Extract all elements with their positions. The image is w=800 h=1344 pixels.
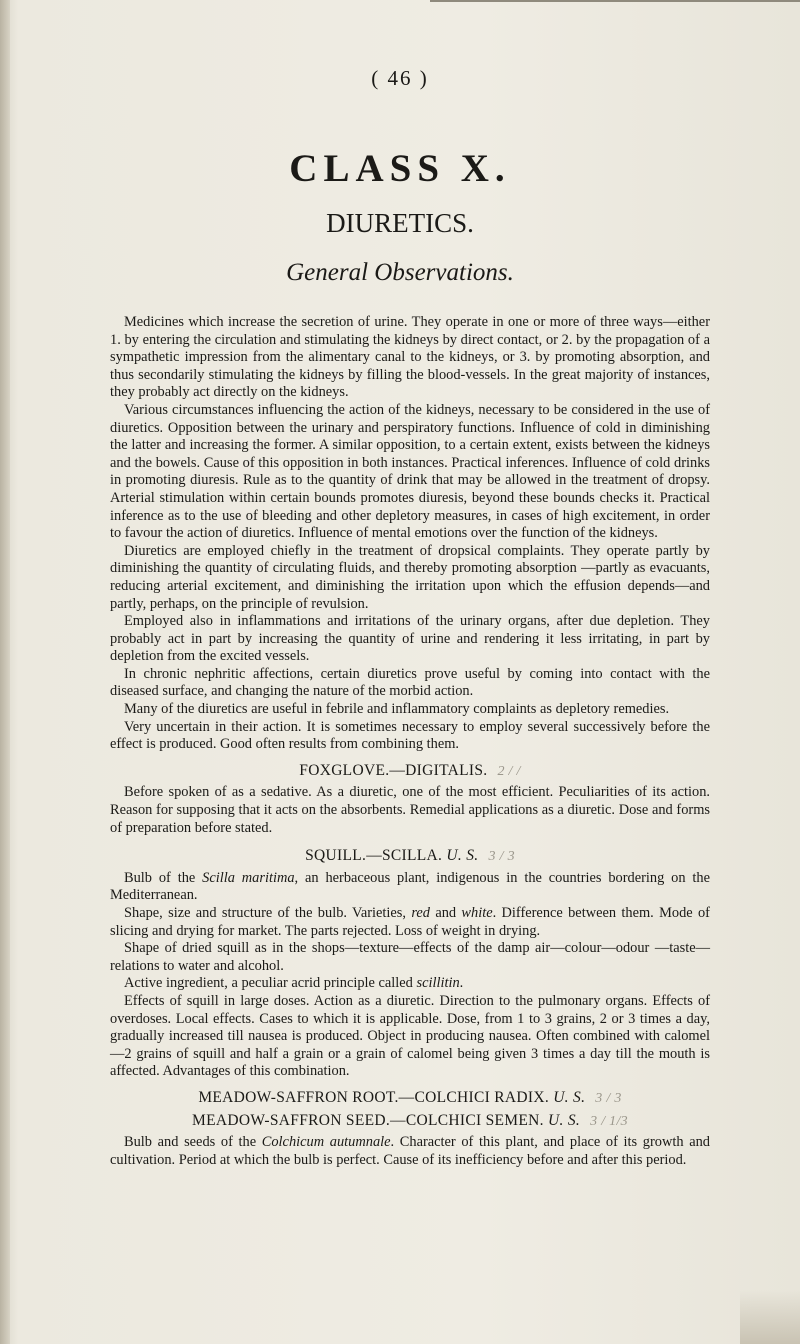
squill-active (110, 975, 710, 993)
body-text (110, 314, 710, 1169)
squill-variety-red: red (411, 905, 430, 921)
squill-effects: Effects of squill in large doses. Action as a diuretic. Direction to the pulmonary organs. Effects of overdoses. Local effects. Cases to which it is applicable. Dose, from 1 to 3 grains, 2 or 3 times a day, gradually increased till nausea is produced. Object in producing nausea. Often combined with calomel—2 grains of squill and half a grain or a grain of calomel being given 3 times a day till the mouth is affected. Advantages of this combination. (110, 992, 710, 1080)
squill-intro-pre: Bulb of the (124, 869, 203, 886)
top-rule (430, 0, 800, 2)
pencil-margin-note: 3 / 1/3 (590, 1113, 628, 1129)
squill-intro (110, 870, 710, 905)
paragraph: Very uncertain in their action. It is sometimes necessary to employ several successively before the effect is produced. Good often results from combining them. (110, 718, 710, 753)
foxglove-text: Before spoken of as a sedative. As a diuretic, one of the most efficient. Peculiarities of its action. Reason for supposing that it acts on the absorbents. Remedial applications as a diuretic. Dose and forms of preparation before stated. (110, 784, 710, 836)
squill-active-principle: scillitin (416, 975, 460, 992)
squill-shape-pre: Shape, size and structure of the bulb. Varieties, (124, 905, 412, 921)
squill-species: Scilla maritima (202, 869, 295, 886)
paragraph: Many of the diuretics are useful in febrile and inflammatory complaints as depletory remedies. (124, 701, 670, 718)
squill-active-pre: Active ingredient, a peculiar acrid principle called (124, 975, 417, 992)
foxglove-heading (110, 762, 710, 781)
meadow-root-heading-us: U. S. (553, 1088, 586, 1106)
squill-variety-white: white (461, 905, 493, 921)
squill-shape-and: and (429, 905, 462, 921)
foxglove-heading-text: FOXGLOVE.—DIGITALIS. (299, 761, 488, 779)
class-title: CLASS X. (289, 147, 511, 190)
pencil-margin-note: 3 / 3 (595, 1090, 622, 1106)
meadow-species: Colchicum autumnale (261, 1134, 391, 1151)
meadow-seed-heading-text: MEADOW-SAFFRON SEED.—COLCHICI SEMEN. (192, 1111, 544, 1129)
squill-heading (110, 847, 710, 866)
paragraph: Medicines which increase the secretion of urine. They operate in one or more of three ways—either 1. by entering the circulation and stimulating the kidneys by direct contact, or 2. by the propagation of a sympathetic impression from the alimentary canal to the kidneys, or 3. by promoting absorption, and thus secondarily stimulating the kidneys by filling the blood-vessels. In the great majority of instances, they probably act directly on the kidneys. (110, 314, 710, 401)
page-binding-edge (0, 0, 10, 1344)
squill-heading-us: U. S. (446, 847, 479, 865)
paragraph: In chronic nephritic affections, certain diuretics prove useful by coming into contact with the diseased surface, and changing the nature of the morbid action. (110, 665, 710, 700)
squill-active-post: . (459, 975, 464, 992)
meadow-text (110, 1134, 710, 1169)
section-title: General Observations. (286, 259, 514, 286)
paragraph: Diuretics are employed chiefly in the treatment of dropsical complaints. They operate partly by diminishing the quantity of circulating fluids, and thereby promoting absorption —partly as evacuants, reducing arterial excitement, and diminishing the irritation upon which the effusion depends—and partly, perhaps, on the principle of revulsion. (110, 542, 710, 612)
pencil-margin-note: 3 / 3 (488, 849, 515, 865)
pencil-margin-note: 2 / / (497, 763, 521, 779)
subject-heading: DIURETICS. (326, 208, 474, 238)
page-number: ( 46 ) (371, 66, 429, 90)
meadow-text-pre: Bulb and seeds of the (124, 1134, 262, 1151)
squill-shape-post: . Difference between them. Mode of slicing and drying for market. The parts rejected. Loss of weight in drying. (110, 905, 710, 939)
squill-dried: Shape of dried squill as in the shops—texture—effects of the damp air—colour—odour —taste—relations to water and alcohol. (110, 940, 710, 974)
meadow-root-heading (110, 1089, 710, 1108)
meadow-root-heading-text: MEADOW-SAFFRON ROOT.—COLCHICI RADIX. (198, 1088, 549, 1106)
squill-heading-text: SQUILL.—SCILLA. (305, 847, 443, 865)
paragraph: Various circumstances influencing the action of the kidneys, necessary to be considered in the use of diuretics. Opposition between the urinary and perspiratory functions. Influence of cold in diminishing the latter and increasing the former. A similar opposition, to a certain extent, exists between the kidneys and the bowels. Cause of this opposition in both instances. Practical inferences. Influence of cold drinks in promoting diuresis. Rule as to the quantity of drink that may be allowed in the treatment of dropsy. Arterial stimulation within certain bounds promotes diuresis, beyond these bounds checks it. Practical inference as to the use of bleeding and other depletory measures, in cases of high excitement, in order to favour the action of diuretics. Influence of mental emotions over the function of the kidneys. (110, 401, 710, 542)
meadow-seed-heading (110, 1112, 710, 1131)
page-corner-shadow (740, 1290, 800, 1344)
squill-shape (110, 905, 710, 940)
paragraph: Employed also in inflammations and irritations of the urinary organs, after due depletion. They probably act in part by increasing the quantity of urine and rendering it less irritating, in part by depletion from the excited vessels. (110, 613, 710, 665)
meadow-seed-heading-us: U. S. (548, 1111, 581, 1129)
squill-intro-post: , an herbaceous plant, indigenous in the countries bordering on the Mediterranean. (110, 869, 710, 904)
meadow-text-post: . Character of this plant, and place of its growth and cultivation. Period at which the bulb is perfect. Cause of its inefficiency before and after this period. (110, 1134, 710, 1168)
